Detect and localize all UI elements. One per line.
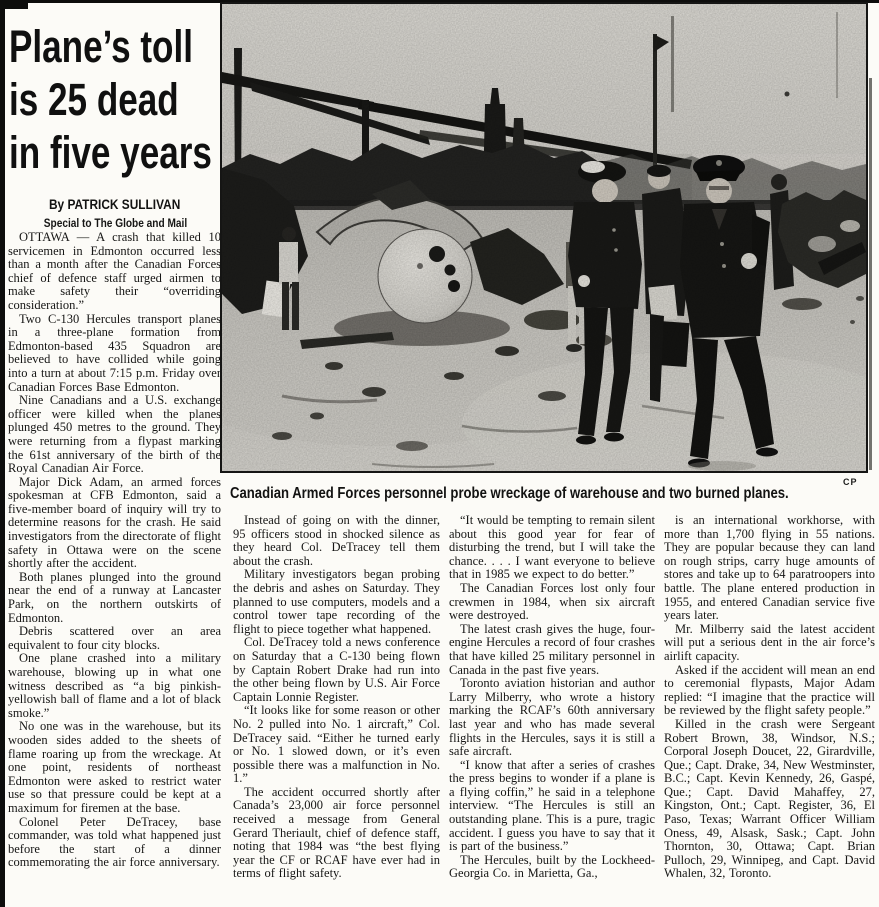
scan-streak [869, 78, 872, 470]
paragraph: Both planes plunged into the ground near the end of a runway at Lancaster Park, on the northern outskirts of Edmonton. [8, 569, 221, 625]
byline-credit [8, 214, 222, 232]
paragraph: “It looks like for some reason or other No. 2 pulled into No. 1 aircraft,” Col. DeTracey said. “Either he turned early or No. 1 slowed down, or it’s even possible there was a malfunction in No. 1.” [233, 703, 440, 786]
byline-text: By PATRICK SULLIVAN [49, 197, 181, 212]
scan-speck [850, 320, 855, 324]
headline-line: is 25 dead [9, 74, 179, 125]
photo-caption-text: Canadian Armed Forces personnel probe wreckage of warehouse and two burned planes. [230, 485, 789, 502]
paragraph: Mr. Milberry said the latest accident will put a serious dent in the air force’s airlift capacity. [664, 621, 875, 663]
paragraph: is an international workhorse, with more than 1,700 flying in 55 nations. They are popular because they can land on rough strips, carry huge amounts of stores and take up to 64 paratroopers into battle. The plane entered production in 1955, and entered Canadian service five years later. [664, 514, 875, 623]
paragraph: Col. DeTracey told a news conference on Saturday that a C-130 being flown by Captain Robert Drake had run into the other being flown by U.S. Air Force Captain Lonnie Register. [233, 635, 440, 704]
paragraph: Major Dick Adam, an armed forces spokesman at CFB Edmonton, said a five-member board of inquiry will try to determine reasons for the crash. He said investigators from the directorate of flight safety in Ottawa were on the scene shortly after the accident. [8, 474, 221, 571]
byline-credit-text: Special to The Globe and Mail [43, 218, 187, 230]
paragraph: OTTAWA — A crash that killed 10 servicemen in Edmonton occurred less than a month after the Canadian Forces chief of defence staff urged airmen to make safety their “overriding consideration.” [8, 231, 221, 312]
paragraph: Debris scattered over an area equivalent to four city blocks. [8, 624, 221, 652]
wreckage-photo [220, 2, 868, 473]
paragraph: The accident occurred shortly after Canada’s 23,000 air force personnel received a message from General Gerard Theriault, chief of defence staff, noting that 1984 was “the best flying year the CF or RCAF have ever had in terms of flight safety. [233, 784, 440, 881]
article-column-3 [449, 514, 655, 906]
paragraph: Asked if the accident will mean an end to ceremonial flypasts, Major Adam replied: “I imagine that the practice will be reviewed by the flight safety people.” [664, 662, 875, 718]
paragraph: Military investigators began probing the debris and ashes on Saturday. They planned to use computers, models and a control tower tape recording of the flight to piece together what happened. [233, 567, 440, 636]
paragraph: Two C-130 Hercules transport planes in a three-plane formation from Edmonton-based 435 Squadron are believed to have collided while going into a turn at about 7:15 p.m. Friday over Canadian Forces Base Edmonton. [8, 311, 221, 394]
photo-caption [230, 485, 878, 503]
paragraph: Toronto aviation historian and author Larry Milberry, who wrote a history marking the RCAF’s 60th anniversary last year and who has made several flights in the Hercules, says it is still a safe aircraft. [449, 676, 655, 759]
paragraph: “It would be tempting to remain silent about this good year for fear of disturbing the trend, but I will take the chance. . . . I want everyone to believe that in 1985 we expect to do better.” [449, 514, 655, 582]
paragraph: Colonel Peter DeTracey, base commander, was told what happened just before the start of a dinner commemorating the air force anniversary. [8, 814, 221, 870]
paragraph: The Hercules, built by the Lockheed-Georgia Co. in Marietta, Ga., [449, 852, 655, 881]
paragraph: Killed in the crash were Sergeant Robert Brown, 38, Windsor, N.S.; Corporal Joseph Doucet, 22, Girardville, Que.; Capt. Drake, 34, New Westminster, B.C.; Capt. Kevin Kennedy, 26, Gaspé, Que.; Capt. David Mahaffey, 27, Kingston, Ont.; Capt. Register, 36, El Paso, Texas; Warrant Officer William Oness, 49, Alsask, Sask.; Capt. John Thornton, 30, Ottawa; Capt. Brian Pulloch, 29, Winnipeg, and Capt. David Whalen, 32, Toronto. [664, 716, 875, 881]
article-column-1 [8, 231, 221, 905]
byline [8, 196, 222, 214]
wreckage-photo-illustration [222, 4, 866, 471]
paragraph: One plane crashed into a military warehouse, blowing up in what one witness described as “a big pinkish-yellowish ball of flame and a lot of black smoke.” [8, 651, 221, 720]
paragraph: The Canadian Forces lost only four crewmen in 1984, when six aircraft were destroyed. [449, 580, 655, 623]
headline-line: in five years [9, 127, 212, 178]
paragraph: “I know that after a series of crashes the press begins to wonder if a plane is a flying coffin,” he said in a telephone interview. “The Hercules is still an outstanding plane. This is a pure, tragic accident. I guess you have to say that it is part of the business.” [449, 757, 655, 854]
paragraph: Instead of going on with the dinner, 95 officers stood in shocked silence as they heard Col. DeTracey tell them about the crash. [233, 514, 440, 568]
photo-credit: CP [843, 477, 858, 487]
paragraph: Nine Canadians and a U.S. exchange officer were killed when the planes plunged 450 metres to the ground. They were returning from a flypast marking the 61st anniversary of the birth of the Royal Canadian Air Force. [8, 393, 221, 476]
headline [9, 20, 223, 179]
article-column-4 [664, 514, 875, 906]
paragraph: No one was in the warehouse, but its wooden sides added to the sheets of flame roaring up from the wreckage. At one point, residents of northeast Edmonton were asked to restrict water use so that pressure could be kept at a maximum for firemen at the base. [8, 719, 221, 815]
scan-edge-left [0, 0, 5, 907]
paragraph: The latest crash gives the huge, four-engine Hercules a record of four crashes that have killed 25 military personnel in Canada in the past five years. [449, 621, 655, 677]
scan-speck [856, 296, 864, 301]
article-column-2 [233, 514, 440, 906]
headline-line: Plane’s toll [9, 21, 194, 72]
